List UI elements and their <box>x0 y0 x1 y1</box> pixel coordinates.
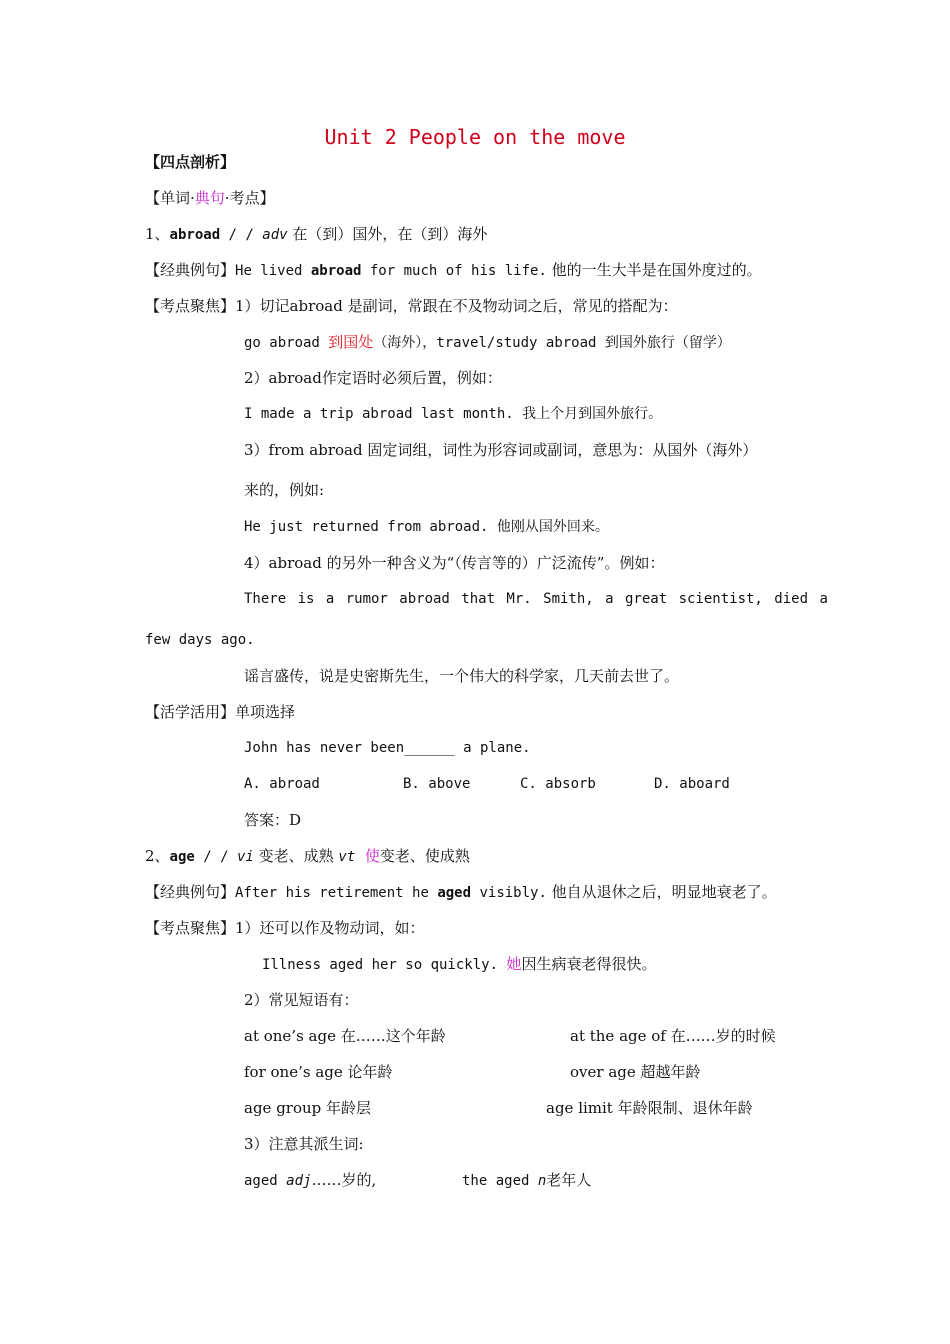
practice-heading <box>145 702 295 722</box>
entry-abroad-example <box>145 260 762 281</box>
phrase: age group 年龄层 <box>244 1099 372 1117</box>
example-c: （海外），travel/study abroad 到国外旅行（留学） <box>373 335 731 351</box>
entry-phonetic: / / <box>220 227 263 243</box>
phrase: age limit 年龄限制、退休年龄 <box>546 1099 753 1117</box>
entry-number: 1、 <box>145 225 170 243</box>
example-word: aged <box>437 885 472 901</box>
practice-options <box>0 774 950 794</box>
focus-point-4: 4）abroad 的另外一种含义为“（传言等的）广泛流传”。例如： <box>244 554 665 572</box>
practice-answer: 答案：D <box>244 811 302 829</box>
focus-point-1: 1）切记abroad 是副词，常跟在不及物动词之后，常见的搭配为： <box>235 297 678 315</box>
subheader-part3: ·考点】 <box>224 189 275 207</box>
entry-abroad-heading <box>145 224 487 245</box>
example-cn: 他的一生大半是在国外度过的。 <box>546 261 762 279</box>
example-b: 到国处 <box>328 333 374 351</box>
focus-point-4-example-cont: few days ago. <box>145 632 255 648</box>
example-a: Illness aged her so quickly. <box>262 957 507 973</box>
entry-word: abroad <box>169 227 221 243</box>
example-post: visibly. <box>471 885 547 901</box>
derivative-aged <box>244 1170 376 1191</box>
focus-point-3: 3）注意其派生词: <box>244 1135 364 1153</box>
practice-label: 【活学活用】 <box>145 703 236 721</box>
practice-type: 单项选择 <box>235 703 296 721</box>
entry-pos-vi: vi <box>237 849 254 865</box>
entry-pos-vt: vt <box>338 849 356 865</box>
entry-age-example <box>145 882 777 903</box>
entry-pos: adv <box>262 227 288 243</box>
option-a: A. abroad <box>244 776 320 792</box>
derivative-meaning: ……岁的, <box>311 1171 377 1189</box>
example-label: 【经典例句】 <box>145 883 236 901</box>
focus-point-2-example: I made a trip abroad last month. 我上个月到国外旅行。 <box>244 406 663 422</box>
entry-meaning-vt-a: 使 <box>364 847 380 865</box>
example-a: go abroad <box>244 335 329 351</box>
entry-age-focus <box>145 918 425 938</box>
derivative-pos: n <box>537 1173 547 1189</box>
focus-point-4-translation: 谣言盛传，说是史密斯先生，一个伟大的科学家，几天前去世了。 <box>244 667 680 685</box>
focus-point-2: 2）abroad作定语时必须后置，例如： <box>244 369 502 387</box>
option-b: B. above <box>403 776 471 792</box>
focus-point-1-example <box>262 954 656 975</box>
focus-label: 【考点聚焦】 <box>145 297 236 315</box>
focus-point-3-cont: 来的，例如: <box>244 481 325 499</box>
subheader-part1: 【单词· <box>145 189 195 207</box>
phrase-row <box>0 1026 950 1046</box>
entry-number: 2、 <box>145 847 170 865</box>
example-b: 她 <box>506 955 522 973</box>
option-c: C. absorb <box>520 776 596 792</box>
phrase: at the age of 在……岁的时候 <box>570 1027 776 1045</box>
derivative-the-aged <box>462 1170 591 1191</box>
focus-point-4-example: There is a rumor abroad that Mr. Smith, a great scientist, died a <box>244 591 828 607</box>
entry-word: age <box>169 849 195 865</box>
entry-age-heading <box>145 846 470 867</box>
derivative-word: aged <box>244 1173 287 1189</box>
entry-abroad-focus <box>145 296 678 316</box>
focus-point-1-example <box>244 332 731 353</box>
entry-meaning-vt-b: 变老、使成熟 <box>379 847 470 865</box>
derivative-meaning: 老年人 <box>546 1171 592 1189</box>
practice-question: John has never been______ a plane. <box>244 740 531 756</box>
focus-point-2: 2）常见短语有： <box>244 991 359 1009</box>
entry-meaning-vi: 变老、成熟 <box>253 847 339 865</box>
phrase: at one’s age 在……这个年龄 <box>244 1027 446 1045</box>
derivatives-row <box>0 1170 950 1190</box>
phrase: for one’s age 论年龄 <box>244 1063 393 1081</box>
phrase-row <box>0 1062 950 1082</box>
page-title: Unit 2 People on the move <box>324 125 626 149</box>
option-d: D. aboard <box>654 776 730 792</box>
subheader <box>145 188 275 208</box>
example-post: for much of his life. <box>361 263 547 279</box>
phrase: over age 超越年龄 <box>570 1063 701 1081</box>
focus-point-1: 1）还可以作及物动词，如： <box>235 919 425 937</box>
example-word: abroad <box>310 263 362 279</box>
example-pre: He lived <box>235 263 311 279</box>
example-cn: 他自从退休之后，明显地衰老了。 <box>546 883 777 901</box>
focus-point-3-example: He just returned from abroad. 他刚从国外回来。 <box>244 519 609 535</box>
focus-label: 【考点聚焦】 <box>145 919 236 937</box>
derivative-pos: adj <box>286 1173 312 1189</box>
entry-meaning: 在（到）国外，在（到）海外 <box>287 225 488 243</box>
example-c: 因生病衰老得很快。 <box>521 955 657 973</box>
example-label: 【经典例句】 <box>145 261 236 279</box>
section-title: 【四点剖析】 <box>145 153 236 171</box>
derivative-word: the aged <box>462 1173 538 1189</box>
example-pre: After his retirement he <box>235 885 438 901</box>
phrase-row <box>0 1098 950 1118</box>
entry-phonetic: / / <box>194 849 237 865</box>
subheader-part2: 典句 <box>194 189 225 207</box>
focus-point-3: 3）from abroad 固定词组，词性为形容词或副词，意思为：从国外（海外） <box>244 441 758 459</box>
